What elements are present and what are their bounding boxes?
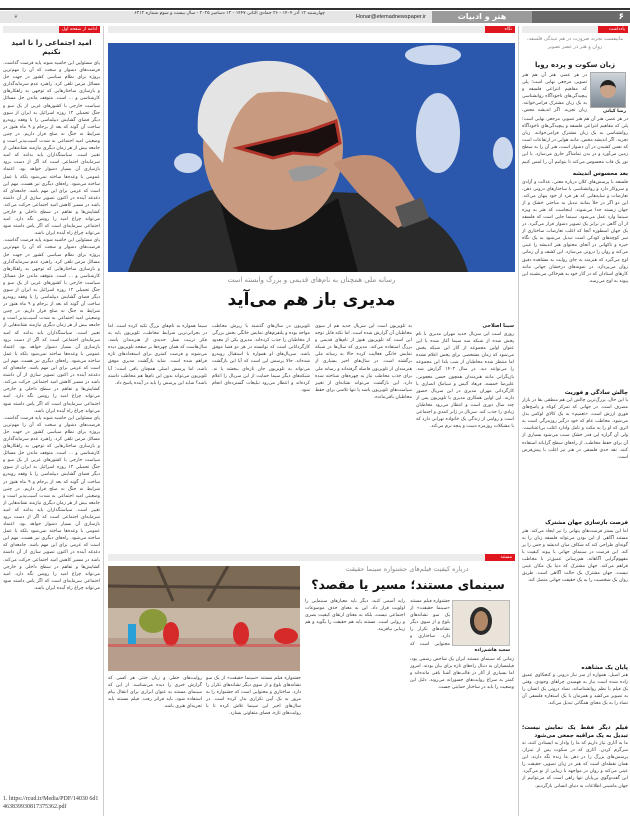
label-nigah: نگاه bbox=[485, 26, 515, 33]
doc-kicker: درباره کیفیت فیلم‌های جشنواره سینما حقیقت bbox=[345, 565, 469, 573]
paragraph: اما این بستر فرصت‌های پنهانی را نیز ایجاد می‌کند. هنر مستند آگاهی از این بودن می‌تواند فلسفه زبان را به گونه‌ای طراحی کند که شکاف میان اندیشه و حس را پر کند. این فرصت در سینمای جهانی با پیوند کیفیت با مفهوم‌گرایی آگاهانه، هم‌رسانی عمیق‌تر با مخاطب فراهم می‌کند. جهان مشترک که دنیا یک مکان عینی نیست، جهان مشترک یک حالت آگاهی است. طریق روان یک شخصیت را به یک حقیقت جهانی متصل کند. bbox=[522, 528, 628, 584]
date-line: چهارشنبه ۱۲ آذر ۱۴۰۴ - ۲۶ جمادی الثانی ۱۴۴۷ - ۱۲ دسامبر ۲۰۲۵ - سال بیست و سوم شماره ۶۲۱۲ bbox=[134, 11, 325, 16]
nigah-author: سینا اصلاحی bbox=[482, 323, 514, 329]
section-title: هنر و ادبیات bbox=[432, 11, 532, 23]
photo-man-sunglasses bbox=[108, 43, 515, 272]
nigah-col-1: روزی است این سریال جدید مهران مدیری با نام پخش شده از شبکه سه سیما آغاز شده با این عنوان اولین مجموعه از آثار این شبکه پخش می‌شود که زمان مشخصی برای پخش اعلام نشده اما منتظر شده مخاطبان از شب یلدا این مجموعه را می‌توانند دید. در سال ۱۴۰۲ گزارش شد. بازیگرانی مانند هنرمندان همچون حسن معجونی، علیرضا خمسه، فرهاد آئیش و سیامک انصاری با کارگردانی مهران مدیری در این سریال حضور دارند. این اولین همکاری مدیری با تلویزیون پس از چند سال دوری است و انتظار می‌رود مخاطبان زیادی را جذب کند. سریال در ژانر کمدی و اجتماعی است و روایتی از زندگی یک خانواده تهرانی دارد که با مشکلات روزمره دست و پنجه نرم می‌کند. bbox=[416, 332, 514, 430]
nigah-col-2: به تلویزیون است این سریال جدید هم از سوی مخاطبان آن گزارش شده است. اما نکته قابل توجه این است که تلویزیون هنوز از نام‌های قدیمی و بزرگ استفاده می‌کند. مدیری که سال‌ها در شبکه نمایش خانگی فعالیت کرده حالا به رسانه ملی برگشته است. در سال‌های اخیر بسیاری از هنرمندان از تلویزیون فاصله گرفته‌اند و رسانه ملی برای جذب مخاطب نیاز به چهره‌های شناخته شده دارد. این بازگشت می‌تواند نشانه‌ای از تغییر سیاست‌های تلویزیون باشد یا تنها تلاشی برای حفظ مخاطبان باقی‌مانده. bbox=[315, 324, 412, 400]
label-bar-doc bbox=[108, 554, 515, 561]
column-divider bbox=[518, 26, 519, 816]
doc-col-2: راید آسمی کنید، دیگر باید معیارهای سینمایی را اولویت قرار داد. این به معنای حذف موضوعات اجتماعی نیست، بلکه به معنای ارتقای کیفیت بصری و روایی است. مستند باید هم حقیقت را بگوید و هم زیبایی بیافریند. bbox=[305, 599, 405, 633]
left-body bbox=[3, 60, 100, 791]
note-intro: مانیفست تجربه ضرورت در هم تنیدگی فلسفه، روان و هنر در عصر تصویر bbox=[526, 36, 624, 50]
label-bar-nigah bbox=[108, 26, 515, 33]
top-rule bbox=[0, 8, 630, 10]
footnote-link[interactable]: 1. https://rcud.ir/Media/PDF/14030 6d1463839930817375362.pdf bbox=[3, 796, 99, 810]
doc-col-3: جشنواره فیلم مستند «سینما حقیقت» از یک سو نشانه‌های بلوغ و از سوی دیگر نشانه‌های تکرار را دارد. ساختاری و محتوایی است که جشنواره را به مرور به یک آیین تکراری بدل کرده است. در سال‌های اخیر این سینما تلاش کرده تا با روایت‌های تازه، فضای متفاوتی بسازد. bbox=[206, 676, 301, 717]
subhead: فرصت بازسازی جهان مشترک bbox=[545, 520, 628, 526]
paragraph: هنر اصیل، همواره از سر نیاز درونی و کنجکاوی عمیق زاده شده است نیاز به فهمیدن چراهای وجودی. وقتی یک فیلم با نظم روانشناسانه، تضاد درونی یک انسان را به تصویر می‌کشد و همزمان با یک استعاره فلسفی آن تضاد را به یک معنای همگانی تبدیل می‌کند. bbox=[522, 673, 628, 707]
doc-col-4: روایت‌های خطی و زبان خنثی هر کسی که گزارش خبری را دیده می‌شناسد. از این که سینمای مستند به عنوان ابزاری برای انتقال پیام استفاده شود، باید فراتر رفت. فیلم مستند باید تجربه‌ای هنری باشد. bbox=[108, 676, 202, 710]
doc-headline: سینمای مستند؛ مسیر یا مقصد؟ bbox=[311, 577, 505, 592]
paragraph: پای مسئولین این حاشیه شوند پایه فرصت گذاشت. فرصت‌های دشوار و سخت که آن را مهم‌ترین پروژه برای نظام سیاسی کشور در جهت حل مسائل مزمن تلقی کرد. راهبرد عدم سرمایه‌گذاری و بازسازی ساختارهایی که توجهی به راهکارهای کارشناسی و ... است. متوقف ماندن حل مسائل سیاست خارجی با کشورهای غربی از یک سو و جنگ تحمیلی ۱۲ روزه اسرائیل به ایران از سوی دیگر فضای گشایش دیپلماسی را با وقفه روبه‌رو ساخت آن گونه که بعد از برجام و ۹ ماه هنوز در شرایط نه جنگ نه صلح قرار داریم. در چنین وضعیتی امید اجتماعی به شدت آسیب‌پذیر است و جامعه بیش از هر زمان دیگری نیازمند نشانه‌هایی از تغییر است. سیاستگذاران باید بدانند که امید سرمایه‌ای اجتماعی است که اگر از دست برود بازسازی آن بسیار دشوار خواهد بود. اعتماد عمومی با وعده‌ها ساخته نمی‌شود بلکه با عمل ساخته می‌شود. راه‌های دیگری نیز هست، مهم این است که عزمی برای این مهم باشد. جامعه‌ای که دغدغه آینده در اکنون تصویر سازی از آن داشته باشد در مسیر کاهش امید اجتماعی حرکت می‌کند. کشایش‌ها و تفاهم در سطح داخلی و خارجی می‌تواند چراغ امید را روشن نگه دارد. امید اجتماعی سرمایه‌ای است که اگر پاس داشته شود می‌تواند چراغ راه آینده ایران باشد. bbox=[3, 238, 100, 414]
doc-author-photo bbox=[452, 600, 510, 646]
nigah-headline: مدیری باز هم می‌آید bbox=[227, 290, 396, 310]
label-bar-note bbox=[522, 26, 628, 33]
note-body-lead-cont: در هر عصر، هنر آن هم هنر تصویر، مرجعی نهایی است؛ پلی که مفاهیم انتزاعی فلسفه و پیچیدگی‌های ناخودآگاه روانشناسی به یک زبان مشترک فرامی‌خوانند. زبان تجربه. اگر اندیشه محض، مانند هوایی در ارتفاعات است که نفس کشیدن در آن دشوار است، هنر آن را به سطح زمین می‌آورد و در بدن تماشاگر جاری می‌سازد. با این نور یک قاب محسوس می‌کند تا بتوانیم آن را لمس کنیم bbox=[522, 117, 628, 165]
paragraph: ما به آثاری نیاز داریم که ما را وادار به ایستادن کنند، نه سرگرم کردن. آثاری که در سکوت پس از تیتراژ، پرسش‌های بزرگ را در ذهن ما زنده نگه دارند. این همان نقطه‌ای است که هنر در زبان تصویر، حقیقت را عینی می‌کند و روان در مواجهه با زیبایی از نو می‌گیرد. این گفت‌وگوی بی‌پایان تنها راهی است که می‌توانیم از جهان ماشینی اطلاعات به دنیای انسانی بازگردیم. bbox=[522, 741, 628, 789]
label-doc: مستند bbox=[485, 554, 515, 561]
nigah-col-4: سیما همواره به نام‌های بزرگ تکیه کرده است. اما در بحرانی‌ترین شرایط مخاطب، تلویزیون باید به فکر تربیت نسل جدیدی از هنرمندان باشد. سال‌هاست که همان چهره‌ها بر صفحه تلویزیون دیده می‌شوند و فرصت کمتری برای استعدادهای تازه فراهم شده است. شاید بازگشت مدیری موفق باشد، اما پرسش اصلی همچنان باقی است: آیا تلویزیون می‌تواند بدون این نام‌ها هم مخاطب داشته باشد؟ شاید این پرسش را باید در آینده پاسخ داد. bbox=[108, 324, 207, 386]
author-name: رضا کیانی bbox=[602, 109, 626, 114]
nigah-col-3: تلویزیون در سال‌های گذشته با ریزش مخاطب مواجه بوده و پلتفرم‌های نمایش خانگی بخش بزرگی از مخاطبان را جذب کرده‌اند. مدیری یکی از معدود کارگردانانی است که توانسته در هر دو فضا موفق باشد. سریال‌های او همواره با استقبال روبه‌رو شده‌اند. حالا پرسش این است که آیا این بازگشت می‌تواند به تلویزیون جان تازه‌ای ببخشد یا نه. شبکه‌های دیگر سیما حمایت از این سریال را اعلام کرده‌اند و انتظار می‌رود تبلیغات گسترده‌ای انجام شود. bbox=[212, 324, 310, 393]
author-photo bbox=[590, 72, 626, 108]
note-body-lead: در هر عصر، هنر آن هم هنر تصویر، مرجعی نهایی است؛ پلی که مفاهیم انتزاعی فلسفه و پیچیدگی‌های ناخودآگاه روانشناسی به یک زبان مشترک فرامی‌خوانند. زبان تجربه. اگر اندیشه محض، bbox=[522, 73, 587, 114]
label-bar-continued bbox=[3, 26, 100, 33]
doc-col-1: زمانی که سینمای مستند ایران یک شاخص رسمی بود، فیلمسازان به دنبال راه‌های تازه برای بیان بودند. امروز اما بسیاری از آثار در قالب‌های آشنا باقی مانده‌اند و کمتر به سراغ روایت‌های جسورانه می‌روند. دلیل این وضعیت را باید در ساختار حمایتی جست. bbox=[410, 657, 514, 691]
newspaper-logo: ❦ bbox=[13, 14, 19, 20]
label-note: یادداشت bbox=[598, 26, 628, 33]
email-link[interactable]: Honar@etemadnewspaper.ir bbox=[355, 14, 426, 20]
subhead: پایان یک مشاهده bbox=[581, 664, 628, 671]
subhead: چالش سادگی و فوریت bbox=[564, 389, 628, 396]
subhead: بعد محسوس اندیشه bbox=[572, 171, 628, 177]
doc-author-name: سعید هاشم‌زاده bbox=[474, 648, 510, 653]
note-body bbox=[522, 116, 628, 814]
paragraph: با این حال، بزرگ‌ترین چالش این هم منطقی بقا در بازار مصرف است. در جهانی که تمرکز کوتاه و پاسخ‌های فوری ارزش است، «تعمیم» به یک کالای لوکس بدل می‌شود. مخاطب عام که خود درگیر روزمرگی است به اثری که او را به مکث و تامل وادارد اغلب بی‌اعتناست. ولی آن گزاره این قدر خشک سبب می‌شود بسیاری از آن برای حفظ مخاطب، از راه‌های سطح گرایانه استفاده کنند. نقد جدی فلسفی در هنر نیز اغلب با پیش‌فرض است. bbox=[522, 398, 628, 460]
note-title: زبان سکوت و پرده رویا bbox=[534, 61, 616, 69]
doc-col-1-lead: جشنواره فیلم مستند «سینما حقیقت» از یک سو نشانه‌های بلوغ و از سوی دیگر نشانه‌های تکرار را دارد. ساختاری و محتوایی است که bbox=[410, 599, 450, 647]
paragraph: پای مسئولین این حاشیه شوند پایه فرصت گذاشت. فرصت‌های دشوار و سخت که آن را مهم‌ترین پروژه برای نظام سیاسی کشور در جهت حل مسائل مزمن تلقی کرد. راهبرد عدم سرمایه‌گذاری و بازسازی ساختارهایی که توجهی به راهکارهای کارشناسی و ... است. متوقف ماندن حل مسائل سیاست خارجی با کشورهای غربی از یک سو و جنگ تحمیلی ۱۲ روزه اسرائیل به ایران از سوی دیگر فضای گشایش دیپلماسی را با وقفه روبه‌رو ساخت آن گونه که بعد از برجام و ۹ ماه هنوز در شرایط نه جنگ نه صلح قرار داریم. در چنین وضعیتی امید اجتماعی به شدت آسیب‌پذیر است و جامعه بیش از هر زمان دیگری نیازمند نشانه‌هایی از تغییر است. سیاستگذاران باید بدانند که امید سرمایه‌ای اجتماعی است که اگر از دست برود بازسازی آن بسیار دشوار خواهد بود. اعتماد عمومی با وعده‌ها ساخته نمی‌شود بلکه با عمل ساخته می‌شود. راه‌های دیگری نیز هست، مهم این است که عزمی برای این مهم باشد. جامعه‌ای که دغدغه آینده در اکنون تصویر سازی از آن داشته باشد در مسیر کاهش امید اجتماعی حرکت می‌کند. کشایش‌ها و تفاهم در سطح داخلی و خارجی می‌تواند چراغ امید را روشن نگه دارد. امید اجتماعی سرمایه‌ای است که اگر پاس داشته شود می‌تواند چراغ راه آینده ایران باشد. bbox=[3, 61, 100, 237]
photo-festival-installation bbox=[108, 566, 300, 671]
nigah-kicker: رسانه ملی همچنان به نام‌های قدیمی و بزرگ وابسته است bbox=[227, 276, 396, 284]
column-divider bbox=[103, 26, 104, 816]
paragraph: پای مسئولین این حاشیه شوند پایه فرصت گذاشت. فرصت‌های دشوار و سخت که آن را مهم‌ترین پروژه برای نظام سیاسی کشور در جهت حل مسائل مزمن تلقی کرد. راهبرد عدم سرمایه‌گذاری و بازسازی ساختارهایی که توجهی به راهکارهای کارشناسی و ... است. متوقف ماندن حل مسائل سیاست خارجی با کشورهای غربی از یک سو و جنگ تحمیلی ۱۲ روزه اسرائیل به ایران از سوی دیگر فضای گشایش دیپلماسی را با وقفه روبه‌رو ساخت آن گونه که بعد از برجام و ۹ ماه هنوز در شرایط نه جنگ نه صلح قرار داریم. در چنین وضعیتی امید اجتماعی به شدت آسیب‌پذیر است و جامعه بیش از هر زمان دیگری نیازمند نشانه‌هایی از تغییر است. سیاستگذاران باید بدانند که امید سرمایه‌ای اجتماعی است که اگر از دست برود بازسازی آن بسیار دشوار خواهد بود. اعتماد عمومی با وعده‌ها ساخته نمی‌شود بلکه با عمل ساخته می‌شود. راه‌های دیگری نیز هست، مهم این است که عزمی برای این مهم باشد. جامعه‌ای که دغدغه آینده در اکنون تصویر سازی از آن داشته باشد در مسیر کاهش امید اجتماعی حرکت می‌کند. کشایش‌ها و تفاهم در سطح داخلی و خارجی می‌تواند چراغ امید را روشن نگه دارد. امید اجتماعی سرمایه‌ای است که اگر پاس داشته شود می‌تواند چراغ راه آینده ایران باشد. bbox=[3, 415, 100, 591]
left-title: امید اجتماعی را نا امید نکنیم bbox=[11, 38, 92, 56]
subhead: فیلم دیگر فقط یک نمایش نیست؛ تبدیل به یک مراقبه جمعی می‌شود bbox=[522, 725, 628, 739]
label-continued: ادامه از صفحه اول bbox=[59, 26, 100, 33]
page-number: ۶ bbox=[532, 11, 630, 23]
paragraph: فلسفه با پرسش‌های کلان درباره معنی، عدالت و آزادی و سروکار دارد و روانشناسی با ساختارهای درونی ذهن، تعارضات و سایه‌هایی که هر فرد از خود پنهان می‌کند. این دو اگر در خلأ بمانند تبدیل به مباحثی خشک و از جهان زیسته جدا می‌شوند. اینجاست که هنر به ویژه سینما وارد عمل می‌شود. سینما جایی است که فلسفه از آن گاهی در برابر یک تصویر دشوار قرار می‌گیرد. در یک جهان اسطوره آنجا که اغلب تعارضات ساختاری از سر کوچه‌های کودکی است تبدیل می‌شود به یک نگاه خیره و تاکهانی در آنجای محتوای هنر اندیشه را عینی می‌کند و روان را درونی می‌سازد. این کشف و آن رمانی اوج می‌گیرد که هنرمند به جای روایت به مشاهده دقیق روان می‌پردازد. در نمونه‌های درخشان جهانی مانند کارهای استادان که در آثار خود به هم‌خاکی می‌نشیند این پیوند به اوج می‌رسد. bbox=[522, 179, 628, 284]
documentary-photo bbox=[108, 566, 300, 671]
main-photo bbox=[108, 43, 515, 272]
